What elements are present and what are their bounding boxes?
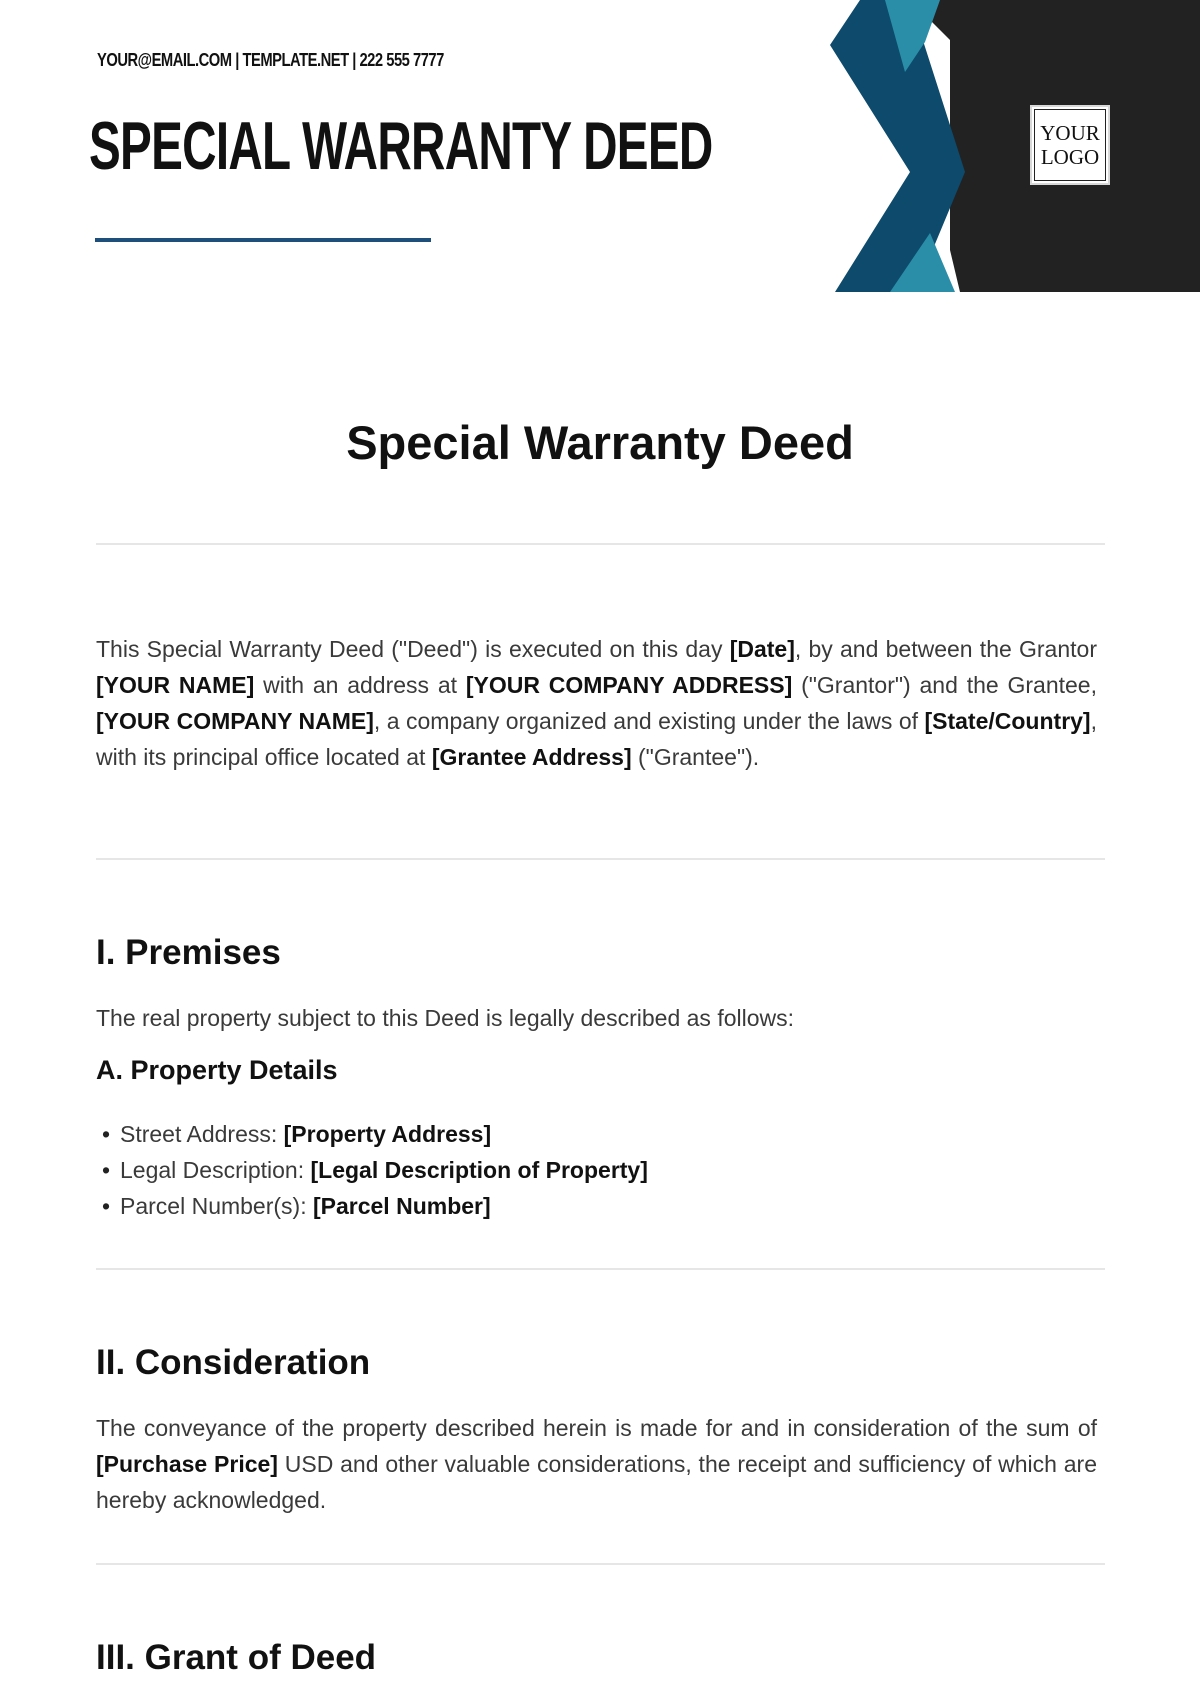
divider	[96, 1563, 1105, 1565]
divider	[96, 543, 1105, 545]
brand-title: SPECIAL WARRANTY DEED	[89, 108, 713, 184]
section-heading-premises: I. Premises	[96, 933, 281, 972]
grantee-address-placeholder: [Grantee Address]	[431, 744, 632, 770]
logo-placeholder	[1030, 105, 1110, 185]
title-underline	[95, 238, 431, 242]
subheading-property-details: A. Property Details	[96, 1055, 338, 1085]
section-heading-grant-of-deed: III. Grant of Deed	[96, 1638, 377, 1677]
intro-paragraph: This Special Warranty Deed ("Deed") is executed on this day [Date], by and between the Grantor [YOUR NAME] with an address at [YOUR COMPANY ADDRESS] ("Grantor") and the Grantee, [YOUR COMPANY NAME], a company organized and existing under the laws of [State/Country], with its principal office located at [Grantee Address] ("Grantee").	[96, 636, 1097, 770]
logo-text: YOUR LOGO	[1034, 109, 1106, 181]
premises-text: The real property subject to this Deed is legally described as follows:	[96, 1005, 795, 1031]
your-name-placeholder: [YOUR NAME]	[96, 672, 255, 698]
divider	[96, 1268, 1105, 1270]
section-heading-consideration: II. Consideration	[96, 1343, 371, 1382]
list-item: • Street Address: [Property Address]	[102, 1121, 492, 1147]
date-placeholder: [Date]	[729, 636, 795, 662]
header-chevron-graphic	[820, 0, 1200, 292]
contact-line: YOUR@EMAIL.COM | TEMPLATE.NET | 222 555 7777	[97, 50, 444, 70]
state-country-placeholder: [State/Country]	[924, 708, 1091, 734]
consideration-paragraph: The conveyance of the property described herein is made for and in consideration of the sum of [Purchase Price] USD and other valuable considerations, the receipt and sufficiency of which are hereby acknowledged.	[96, 1415, 1097, 1513]
company-name-placeholder: [YOUR COMPANY NAME]	[96, 708, 374, 734]
divider	[96, 858, 1105, 860]
list-item: • Parcel Number(s): [Parcel Number]	[102, 1193, 491, 1219]
header	[0, 0, 1200, 292]
purchase-price-placeholder: [Purchase Price]	[96, 1451, 278, 1477]
list-item: • Legal Description: [Legal Description of Property]	[102, 1157, 648, 1183]
document-title: Special Warranty Deed	[346, 416, 854, 469]
property-details-list	[102, 1116, 648, 1224]
company-address-placeholder: [YOUR COMPANY ADDRESS]	[465, 672, 793, 698]
